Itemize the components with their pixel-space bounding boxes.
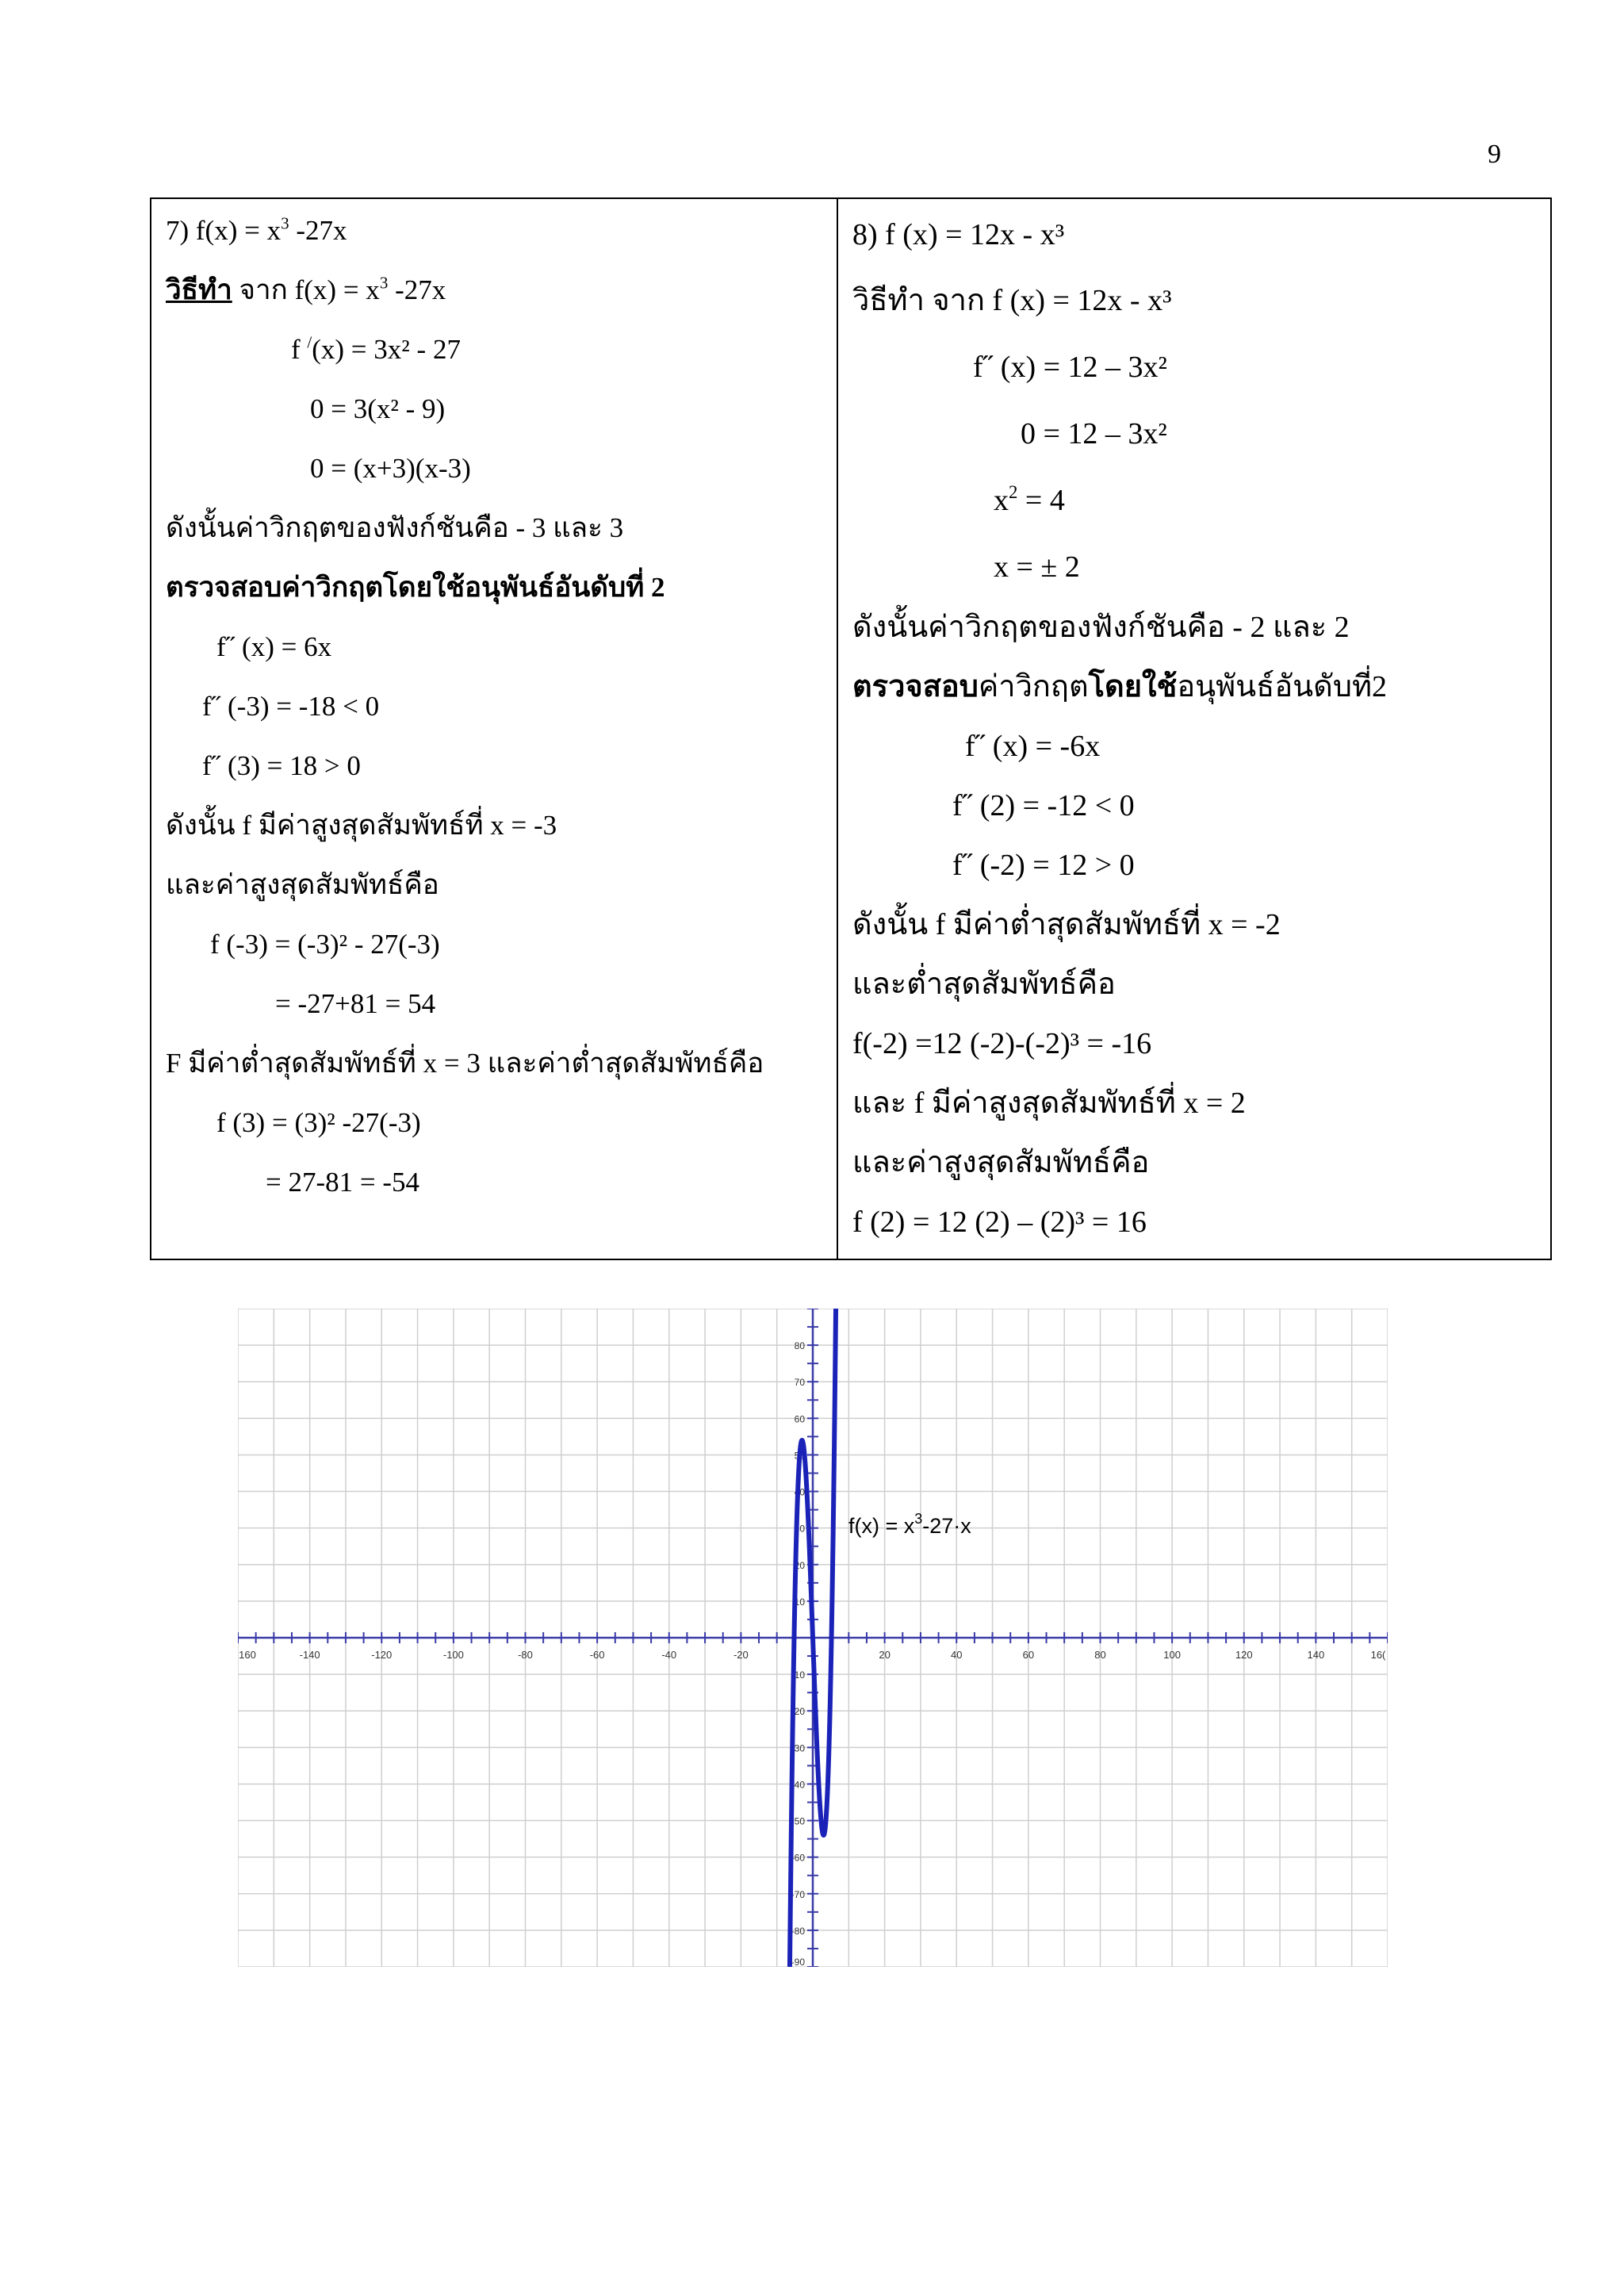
conclusion-line: และค่าสูงสุดสัมพัทธ์คือ (852, 1146, 1150, 1179)
x-tick-label: -40 (661, 1649, 677, 1661)
y-tick-label: 50 (794, 1450, 805, 1462)
y-tick-label: 60 (794, 1413, 805, 1425)
x-tick-label: 120 (1235, 1649, 1253, 1661)
equation-line: 0 = (x+3)(x-3) (310, 453, 471, 484)
problem-7-title: 7) $f(x) = x^3$ -27x (166, 213, 347, 246)
value-line: f (-3) = (-3)² - 27(-3) (210, 929, 440, 960)
equation-line: 0 = 3(x² - 9) (310, 393, 446, 424)
x-tick-label: 16( (1370, 1649, 1386, 1661)
x-tick-label: 20 (879, 1649, 891, 1661)
second-derivative-test: f˝ (-3) = -18 < 0 (202, 691, 380, 722)
y-tick-label: -90 (791, 1957, 805, 1967)
equation-line: x = ± 2 (994, 550, 1080, 584)
conclusion-line: และค่าสูงสุดสัมพัทธ์คือ (166, 869, 439, 900)
second-derivative: f˝ (x) = -6x (965, 730, 1101, 763)
x-tick-label: -60 (589, 1649, 605, 1661)
page-number: 9 (1488, 140, 1501, 169)
value-line: f (2) = 12 (2) – (2)³ = 16 (852, 1205, 1147, 1239)
y-tick-label: -30 (791, 1742, 805, 1754)
x-tick-label: -120 (371, 1649, 393, 1661)
y-tick-label: 30 (794, 1523, 805, 1535)
method-line: วิธีทำ จาก $f(x) = x^3$ -27x (166, 273, 446, 305)
y-tick-label: -20 (791, 1706, 805, 1718)
problem-8-title: 8) f (x) = 12x - x³ (852, 218, 1065, 251)
x-tick-label: 60 (1022, 1649, 1035, 1661)
graph-canvas (238, 1309, 1388, 1967)
problem-8-column (838, 199, 1550, 1259)
x-tick-label: 140 (1307, 1649, 1325, 1661)
x-tick-label: -100 (442, 1649, 464, 1661)
equation-line: 0 = 12 – 3x² (1021, 417, 1167, 450)
equation-line: $x^2 = 4$ (994, 482, 1065, 517)
method-line: วิธีทำ จาก f (x) = 12x - x³ (852, 284, 1172, 317)
y-tick-label: -40 (791, 1779, 805, 1791)
second-derivative: f˝ (x) = 6x (216, 631, 332, 662)
value-line: f (3) = (3)² -27(-3) (216, 1107, 421, 1138)
conclusion-line: F มีค่าต่ำสุดสัมพัทธ์ที่ x = 3 และค่าต่ำสุดสัมพัทธ์คือ (166, 1048, 764, 1079)
function-graph (238, 1309, 1388, 1967)
first-derivative: f˝ (x) = 12 – 3x² (973, 351, 1167, 384)
conclusion-line: และต่ำสุดสัมพัทธ์คือ (852, 968, 1116, 1001)
y-tick-label: 70 (794, 1377, 805, 1389)
second-derivative-heading: ตรวจสอบค่าวิกฤตโดยใช้อนุพันธ์อันดับที่2 (852, 670, 1387, 703)
x-tick-label: 100 (1163, 1649, 1181, 1661)
second-derivative-test: f˝ (2) = -12 < 0 (952, 789, 1135, 822)
function-label: $f(x) = x^3-27\cdot x$ (848, 1511, 971, 1538)
second-derivative-test: f˝ (-2) = 12 > 0 (952, 849, 1135, 882)
value-line: = 27-81 = -54 (266, 1167, 420, 1198)
y-tick-label: 20 (794, 1559, 805, 1571)
conclusion-line: ดังนั้น f มีค่าต่ำสุดสัมพัทธ์ที่ x = -2 (852, 908, 1281, 941)
y-tick-label: -60 (791, 1852, 805, 1864)
x-tick-label: -20 (733, 1649, 749, 1661)
solution-table (150, 197, 1552, 1260)
x-tick-label: 160 (239, 1649, 256, 1661)
y-tick-label: 40 (794, 1486, 805, 1498)
conclusion-line: และ f มีค่าสูงสุดสัมพัทธ์ที่ x = 2 (852, 1087, 1246, 1120)
value-line: f(-2) =12 (-2)-(-2)³ = -16 (852, 1027, 1152, 1060)
problem-7-column (151, 199, 838, 1259)
y-tick-label: -50 (791, 1815, 805, 1827)
y-tick-label: -70 (791, 1888, 805, 1900)
critical-values: ดังนั้นค่าวิกฤตของฟังก์ชันคือ - 3 และ 3 (166, 512, 624, 543)
first-derivative: f /(x) = 3x² - 27 (291, 332, 461, 365)
x-tick-label: 80 (1094, 1649, 1106, 1661)
y-tick-label: -80 (791, 1925, 805, 1937)
second-derivative-test: f˝ (3) = 18 > 0 (202, 750, 361, 781)
value-line: = -27+81 = 54 (275, 988, 436, 1019)
second-derivative-heading: ตรวจสอบค่าวิกฤตโดยใช้อนุพันธ์อันดับที่ 2 (166, 572, 665, 603)
x-tick-label: -140 (299, 1649, 320, 1661)
y-tick-label: 80 (794, 1340, 805, 1352)
critical-values: ดังนั้นค่าวิกฤตของฟังก์ชันคือ - 2 และ 2 (852, 611, 1350, 644)
y-tick-label: -10 (791, 1669, 805, 1681)
conclusion-line: ดังนั้น f มีค่าสูงสุดสัมพัทธ์ที่ x = -3 (166, 810, 557, 841)
y-tick-label: 10 (794, 1596, 805, 1608)
x-tick-label: 40 (951, 1649, 963, 1661)
x-tick-label: -80 (518, 1649, 533, 1661)
